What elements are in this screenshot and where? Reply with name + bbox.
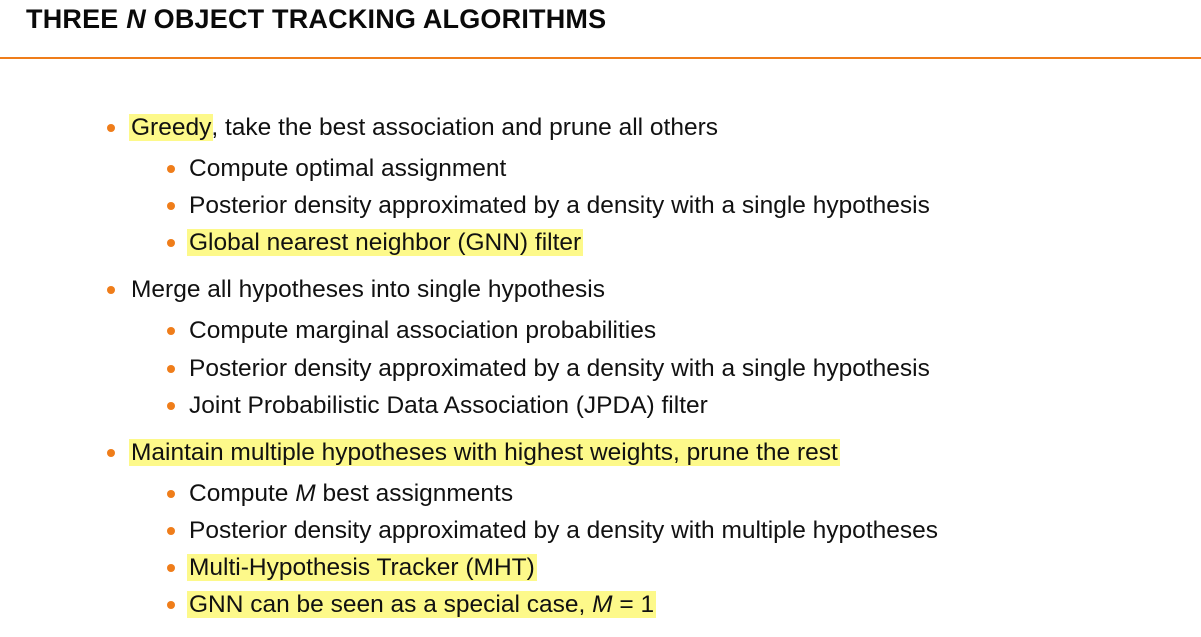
sub-bullet-text: Compute optimal assignment bbox=[189, 155, 507, 182]
sub-bullet-posterior-single-2 bbox=[189, 354, 930, 384]
bullet-dot bbox=[167, 165, 175, 173]
sub-bullet-m-best-assignments bbox=[189, 479, 513, 509]
greedy-description: , take the best association and prune all others bbox=[211, 114, 718, 141]
bullet-dot bbox=[167, 564, 175, 572]
bullet-dot bbox=[107, 124, 115, 132]
gnn-special-equation: = 1 bbox=[612, 591, 655, 618]
highlight-gnn-special-case bbox=[187, 591, 656, 618]
compute-prefix: Compute bbox=[189, 480, 296, 507]
sub-bullet-mht bbox=[189, 553, 535, 583]
bullet-dot bbox=[107, 449, 115, 457]
sub-bullet-posterior-multiple bbox=[189, 516, 938, 546]
variable-m: M bbox=[592, 591, 613, 618]
sub-bullet-text: Compute marginal association probabilities bbox=[189, 317, 657, 344]
bullet-dot bbox=[167, 402, 175, 410]
variable-m: M bbox=[295, 480, 316, 507]
sub-bullet-text: Joint Probabilistic Data Association (JPDA) filter bbox=[189, 392, 708, 419]
highlight-gnn-filter: Global nearest neighbor (GNN) filter bbox=[189, 229, 582, 256]
slide-title bbox=[26, 4, 606, 34]
sub-bullet-optimal-assignment bbox=[189, 154, 506, 184]
bullet-merge bbox=[131, 275, 605, 305]
title-bar bbox=[0, 0, 1201, 59]
sub-bullet-text: Posterior density approximated by a density with a single hypothesis bbox=[189, 355, 930, 382]
bullet-dot bbox=[167, 327, 175, 335]
bullet-maintain-multiple bbox=[131, 438, 838, 468]
sub-bullet-jpda-filter bbox=[189, 391, 708, 421]
merge-text: Merge all hypotheses into single hypothesis bbox=[131, 276, 605, 303]
sub-bullet-posterior-single-1 bbox=[189, 191, 930, 221]
bullet-dot bbox=[167, 239, 175, 247]
highlight-mht: Multi-Hypothesis Tracker (MHT) bbox=[189, 554, 535, 581]
sub-bullet-gnn-filter bbox=[189, 228, 581, 258]
highlight-greedy: Greedy bbox=[131, 114, 212, 141]
bullet-dot bbox=[167, 365, 175, 373]
highlight-maintain-multiple: Maintain multiple hypotheses with highest weights, prune the rest bbox=[131, 439, 838, 466]
title-prefix: THREE bbox=[26, 4, 127, 34]
compute-suffix: best assignments bbox=[315, 480, 514, 507]
bullet-greedy bbox=[131, 113, 718, 143]
sub-bullet-gnn-special-case bbox=[189, 590, 654, 620]
bullet-dot bbox=[167, 490, 175, 498]
bullet-dot bbox=[167, 202, 175, 210]
gnn-special-prefix: GNN can be seen as a special case, bbox=[189, 591, 593, 618]
sub-bullet-text: Posterior density approximated by a density with a single hypothesis bbox=[189, 192, 930, 219]
title-suffix: OBJECT TRACKING ALGORITHMS bbox=[145, 4, 607, 34]
title-variable: N bbox=[126, 4, 146, 34]
sub-bullet-text: Posterior density approximated by a density with multiple hypotheses bbox=[189, 517, 938, 544]
sub-bullet-marginal-probabilities bbox=[189, 316, 656, 346]
bullet-dot bbox=[167, 527, 175, 535]
bullet-dot bbox=[167, 601, 175, 609]
bullet-dot bbox=[107, 286, 115, 294]
